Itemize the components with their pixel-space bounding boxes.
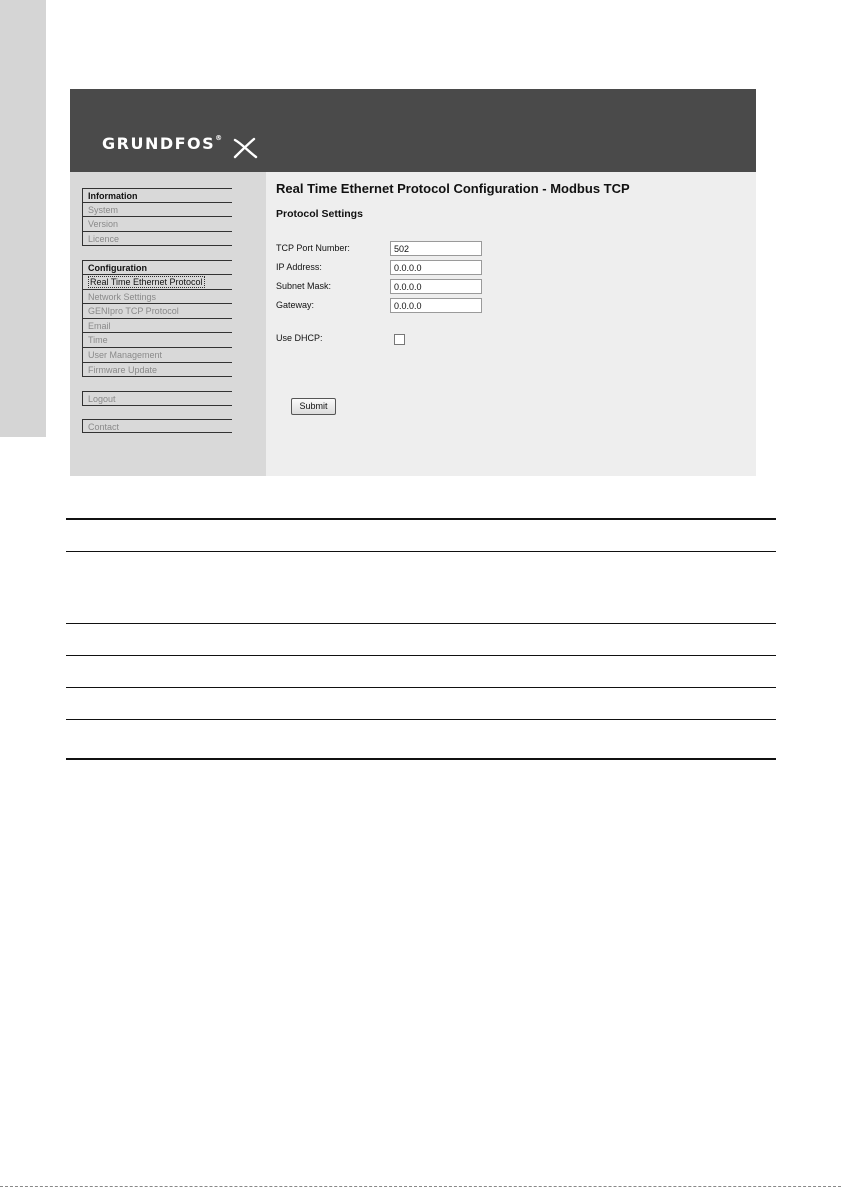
table-rule-top <box>66 518 776 520</box>
section-title: Protocol Settings <box>276 208 363 220</box>
tcp-port-input[interactable] <box>390 241 482 256</box>
logo-registered-mark: ® <box>215 134 223 142</box>
nav-group-contact <box>82 419 232 434</box>
use-dhcp-label: Use DHCP: <box>276 333 323 343</box>
nav-group-logout <box>82 391 232 406</box>
table-rule <box>66 655 776 656</box>
page-title: Real Time Ethernet Protocol Configuration - Modbus TCP <box>276 181 630 196</box>
main-content <box>266 172 756 476</box>
table-rule-bottom <box>66 758 776 760</box>
ip-address-label: IP Address: <box>276 262 322 272</box>
grundfos-logo <box>102 134 222 153</box>
sidebar-item-contact[interactable]: Contact <box>82 419 232 434</box>
ip-address-input[interactable] <box>390 260 482 275</box>
page-side-tab <box>0 0 46 437</box>
sidebar-nav <box>82 188 232 447</box>
subnet-mask-input[interactable] <box>390 279 482 294</box>
sidebar-item-firmware-update[interactable]: Firmware Update <box>82 363 232 378</box>
table-rule <box>66 719 776 720</box>
logo-text: GRUNDFOS <box>102 134 216 153</box>
sidebar-item-email[interactable]: Email <box>82 319 232 334</box>
sidebar-item-user-management[interactable]: User Management <box>82 348 232 363</box>
gateway-input[interactable] <box>390 298 482 313</box>
table-rule <box>66 551 776 552</box>
submit-button[interactable]: Submit <box>291 398 336 415</box>
sidebar-item-version[interactable]: Version <box>82 217 232 232</box>
sidebar-item-genipro-tcp-protocol[interactable]: GENIpro TCP Protocol <box>82 304 232 319</box>
use-dhcp-checkbox[interactable] <box>394 334 405 345</box>
table-rule <box>66 687 776 688</box>
footer-cut-line <box>0 1186 841 1188</box>
table-rule <box>66 623 776 624</box>
sidebar-item-licence[interactable]: Licence <box>82 232 232 247</box>
sidebar-item-time[interactable]: Time <box>82 333 232 348</box>
nav-group-configuration <box>82 260 232 377</box>
nav-group-information <box>82 188 232 246</box>
sidebar-item-real-time-ethernet-protocol[interactable] <box>82 275 232 290</box>
sidebar-item-logout[interactable]: Logout <box>82 391 232 406</box>
header-banner <box>70 89 756 172</box>
sidebar-item-label: Real Time Ethernet Protocol <box>90 276 203 287</box>
subnet-mask-label: Subnet Mask: <box>276 281 332 291</box>
web-ui-screenshot <box>70 89 756 476</box>
tcp-port-label: TCP Port Number: <box>276 243 350 253</box>
gateway-label: Gateway: <box>276 300 315 310</box>
grundfos-x-icon <box>232 136 260 160</box>
nav-heading-information: Information <box>82 188 232 203</box>
sidebar-item-network-settings[interactable]: Network Settings <box>82 290 232 305</box>
nav-heading-configuration: Configuration <box>82 260 232 275</box>
sidebar-item-system[interactable]: System <box>82 203 232 218</box>
